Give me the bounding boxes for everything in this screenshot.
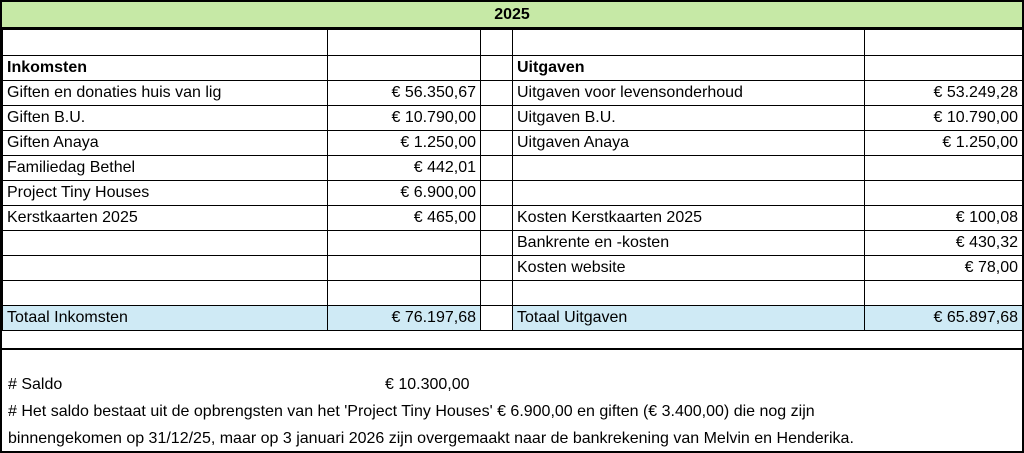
table-row bbox=[3, 156, 1023, 181]
expense-amount-cell[interactable] bbox=[865, 156, 1023, 181]
spacer-cell[interactable] bbox=[481, 156, 513, 181]
expense-total-label[interactable]: Totaal Uitgaven bbox=[513, 306, 865, 331]
table-cell[interactable] bbox=[3, 30, 328, 56]
expense-label-cell[interactable] bbox=[513, 156, 865, 181]
expense-amount-cell[interactable]: € 53.249,28 bbox=[865, 81, 1023, 106]
table-header-row bbox=[3, 56, 1023, 81]
expense-amount-cell[interactable] bbox=[865, 281, 1023, 306]
table-row bbox=[3, 256, 1023, 281]
table-row bbox=[3, 131, 1023, 156]
income-amount-cell[interactable] bbox=[328, 231, 481, 256]
note-line-1: # Het saldo bestaat uit de opbrengsten van het 'Project Tiny Houses' € 6.900,00 en giften (€ 3.400,00) die nog zijn bbox=[8, 403, 815, 420]
spacer-cell[interactable] bbox=[481, 231, 513, 256]
table-cell[interactable] bbox=[328, 56, 481, 81]
table-body bbox=[3, 30, 1023, 331]
table-cell[interactable] bbox=[481, 30, 513, 56]
income-amount-cell[interactable]: € 1.250,00 bbox=[328, 131, 481, 156]
income-expense-table bbox=[2, 29, 1023, 331]
table-cell[interactable] bbox=[481, 56, 513, 81]
expense-label-cell[interactable]: Kosten website bbox=[513, 256, 865, 281]
table-row bbox=[3, 281, 1023, 306]
table-row bbox=[3, 81, 1023, 106]
income-label-cell[interactable]: Familiedag Bethel bbox=[3, 156, 328, 181]
table-cell[interactable] bbox=[328, 30, 481, 56]
income-amount-cell[interactable]: € 6.900,00 bbox=[328, 181, 481, 206]
totals-row bbox=[3, 306, 1023, 331]
spacer-cell[interactable] bbox=[481, 256, 513, 281]
income-label-cell[interactable] bbox=[3, 231, 328, 256]
expense-amount-cell[interactable]: € 78,00 bbox=[865, 256, 1023, 281]
income-amount-cell[interactable]: € 465,00 bbox=[328, 206, 481, 231]
income-label-cell[interactable]: Kerstkaarten 2025 bbox=[3, 206, 328, 231]
expense-amount-cell[interactable]: € 10.790,00 bbox=[865, 106, 1023, 131]
expense-total-amount[interactable]: € 65.897,68 bbox=[865, 306, 1023, 331]
spacer-cell[interactable] bbox=[481, 181, 513, 206]
expense-label-cell[interactable]: Uitgaven voor levensonderhoud bbox=[513, 81, 865, 106]
income-label-cell[interactable] bbox=[3, 281, 328, 306]
expense-label-cell[interactable]: Bankrente en -kosten bbox=[513, 231, 865, 256]
table-cell[interactable] bbox=[865, 56, 1023, 81]
table-row bbox=[3, 206, 1023, 231]
spacer-cell[interactable] bbox=[481, 106, 513, 131]
income-label-cell[interactable] bbox=[3, 256, 328, 281]
expense-amount-cell[interactable]: € 100,08 bbox=[865, 206, 1023, 231]
table-cell[interactable] bbox=[513, 30, 865, 56]
income-label-cell[interactable]: Giften Anaya bbox=[3, 131, 328, 156]
saldo-amount: € 10.300,00 bbox=[385, 376, 470, 393]
expense-label-cell[interactable]: Uitgaven B.U. bbox=[513, 106, 865, 131]
income-label-cell[interactable]: Giften B.U. bbox=[3, 106, 328, 131]
income-amount-cell[interactable] bbox=[328, 256, 481, 281]
income-total-label[interactable]: Totaal Inkomsten bbox=[3, 306, 328, 331]
income-amount-cell[interactable]: € 442,01 bbox=[328, 156, 481, 181]
spacer-cell[interactable] bbox=[481, 306, 513, 331]
table-row-empty bbox=[3, 30, 1023, 56]
income-label-cell[interactable]: Giften en donaties huis van lig bbox=[3, 81, 328, 106]
expense-label-cell[interactable]: Kosten Kerstkaarten 2025 bbox=[513, 206, 865, 231]
expense-amount-cell[interactable] bbox=[865, 181, 1023, 206]
notes-section bbox=[2, 348, 1022, 451]
expenses-heading[interactable]: Uitgaven bbox=[513, 56, 865, 81]
income-amount-cell[interactable]: € 10.790,00 bbox=[328, 106, 481, 131]
expense-label-cell[interactable] bbox=[513, 181, 865, 206]
table-row bbox=[3, 106, 1023, 131]
income-amount-cell[interactable] bbox=[328, 281, 481, 306]
expense-amount-cell[interactable]: € 430,32 bbox=[865, 231, 1023, 256]
table-row bbox=[3, 181, 1023, 206]
income-amount-cell[interactable]: € 56.350,67 bbox=[328, 81, 481, 106]
year-title: 2025 bbox=[2, 2, 1022, 29]
spacer-cell[interactable] bbox=[481, 131, 513, 156]
income-label-cell[interactable]: Project Tiny Houses bbox=[3, 181, 328, 206]
expense-label-cell[interactable]: Uitgaven Anaya bbox=[513, 131, 865, 156]
spacer-cell[interactable] bbox=[481, 206, 513, 231]
table-row bbox=[3, 231, 1023, 256]
income-heading[interactable]: Inkomsten bbox=[3, 56, 328, 81]
income-total-amount[interactable]: € 76.197,68 bbox=[328, 306, 481, 331]
saldo-label: # Saldo bbox=[8, 376, 63, 393]
spacer-cell[interactable] bbox=[481, 281, 513, 306]
expense-label-cell[interactable] bbox=[513, 281, 865, 306]
spacer-cell[interactable] bbox=[481, 81, 513, 106]
note-line-2: binnengekomen op 31/12/25, maar op 3 januari 2026 zijn overgemaakt naar de bankrekening van Melvin en Henderika. bbox=[8, 430, 854, 447]
table-cell[interactable] bbox=[865, 30, 1023, 56]
expense-amount-cell[interactable]: € 1.250,00 bbox=[865, 131, 1023, 156]
